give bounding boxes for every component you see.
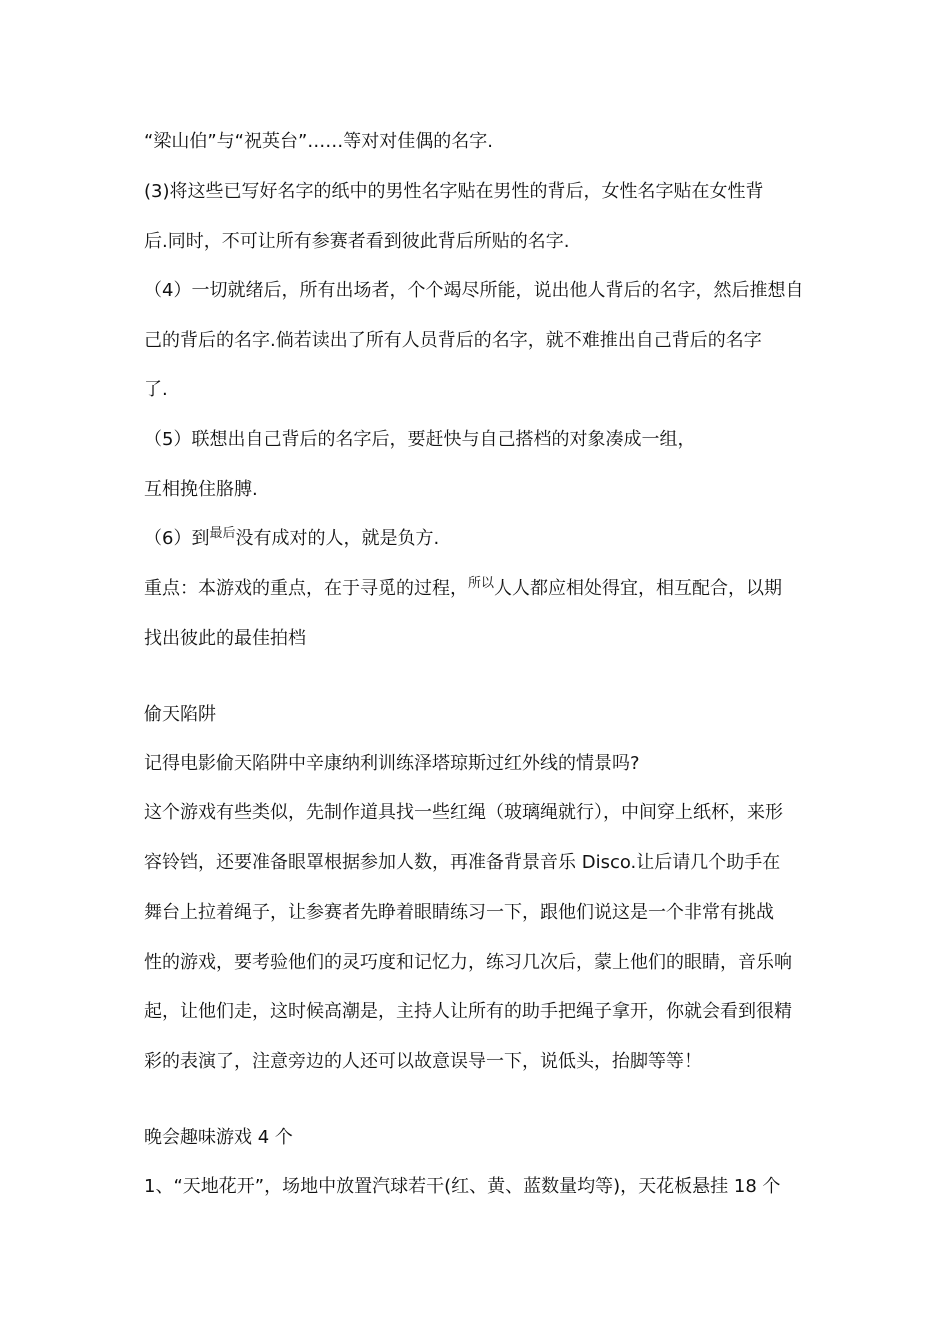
party-game-1-line: 1、“天地花开”，场地中放置汽球若干(红、黄、蓝数量均等)，天花板悬挂 18 个 xyxy=(144,1176,781,1197)
step-5-line-2: 互相挽住胳膊. xyxy=(144,479,258,500)
key-point-inserted-word: 所以 xyxy=(468,576,495,591)
heist-paragraph-line-5: 起，让他们走，这时候高潮是，主持人让所有的助手把绳子拿开，你就会看到很精 xyxy=(144,1001,792,1022)
step-4-line-3: 了. xyxy=(144,379,168,400)
step-5-line-1: （5）联想出自己背后的名字后，要赶快与自己搭档的对象凑成一组， xyxy=(144,429,696,450)
heist-paragraph-line-4: 性的游戏，要考验他们的灵巧度和记忆力，练习几次后，蒙上他们的眼睛，音乐响 xyxy=(144,952,792,973)
couple-names-line: “梁山伯”与“祝英台”……等对对佳偶的名字. xyxy=(144,131,494,152)
step-4-line-2: 己的背后的名字.倘若读出了所有人员背后的名字，就不难推出自己背后的名字 xyxy=(144,330,762,351)
heist-paragraph-line-2: 容铃铛，还要准备眼罩根据参加人数，再准备背景音乐 Disco.让后请几个助手在 xyxy=(144,852,781,873)
heist-paragraph-line-1: 这个游戏有些类似，先制作道具找一些红绳（玻璃绳就行），中间穿上纸杯，来形 xyxy=(144,802,783,823)
step-3-line-1: (3)将这些已写好名字的纸中的男性名字贴在男性的背后，女性名字贴在女性背 xyxy=(144,181,764,202)
step-6-line xyxy=(144,526,814,554)
heist-paragraph-line-3: 舞台上拉着绳子，让参赛者先睁着眼睛练习一下，跟他们说这是一个非常有挑战 xyxy=(144,902,774,923)
section-title-heist: 偷天陷阱 xyxy=(144,704,216,725)
step-6-prefix: （6）到 xyxy=(144,528,210,549)
key-point-prefix: 重点：本游戏的重点，在于寻觅的过程， xyxy=(144,578,468,599)
step-6-inserted-word: 最后 xyxy=(209,526,236,541)
step-3-line-2: 后.同时，不可让所有参赛者看到彼此背后所贴的名字. xyxy=(144,231,570,252)
heist-paragraph-line-6: 彩的表演了，注意旁边的人还可以故意误导一下，说低头，抬脚等等！ xyxy=(144,1051,702,1072)
key-point-suffix: 人人都应相处得宜，相互配合，以期 xyxy=(494,578,783,599)
key-point-line-1 xyxy=(144,576,814,604)
section-title-party-games: 晚会趣味游戏 4 个 xyxy=(144,1127,293,1148)
key-point-line-2: 找出彼此的最佳拍档 xyxy=(144,628,306,649)
heist-intro-line: 记得电影偷天陷阱中辛康纳利训练泽塔琼斯过红外线的情景吗? xyxy=(144,753,640,774)
step-4-line-1: （4）一切就绪后，所有出场者，个个竭尽所能，说出他人背后的名字，然后推想自 xyxy=(144,280,804,301)
step-6-suffix: 没有成对的人，就是负方. xyxy=(235,528,440,549)
